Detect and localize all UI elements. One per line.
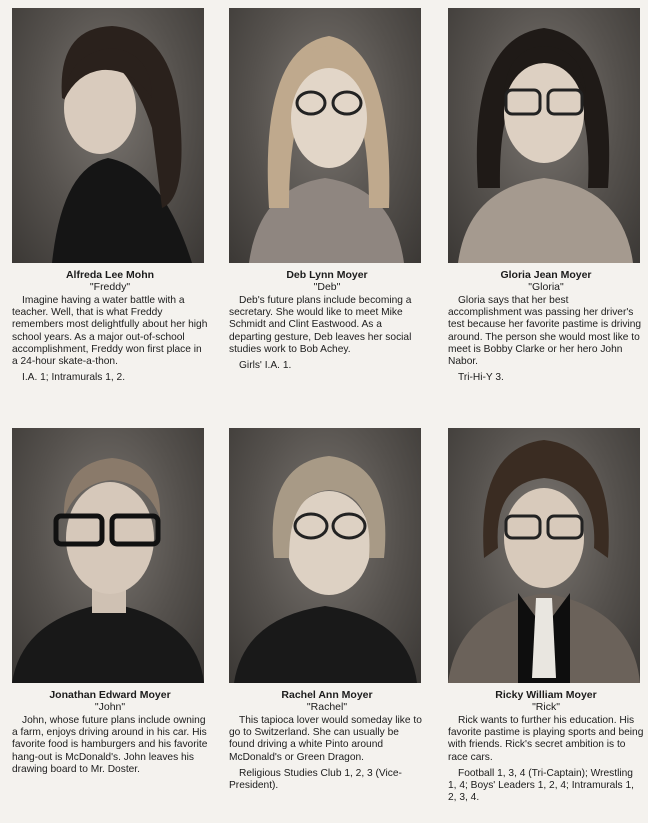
student-name: Jonathan Edward Moyer bbox=[49, 689, 171, 701]
portrait-photo bbox=[448, 428, 640, 683]
student-name: Ricky William Moyer bbox=[495, 689, 597, 701]
senior-entry bbox=[229, 8, 425, 372]
student-nickname: "Deb" bbox=[313, 281, 341, 293]
senior-entry bbox=[448, 8, 644, 384]
student-activities: Girls' I.A. 1. bbox=[239, 360, 292, 372]
student-name: Alfreda Lee Mohn bbox=[65, 269, 155, 281]
student-activities: I.A. 1; Intramurals 1, 2. bbox=[22, 372, 126, 384]
portrait-photo bbox=[12, 428, 204, 683]
student-activities: Football 1, 3, 4 (Tri-Captain); Wrestling 1, 4; Boys' Leaders 1, 2, 4; Intramurals 1, 2, 3, 4. bbox=[448, 767, 634, 804]
student-name: Deb Lynn Moyer bbox=[286, 269, 368, 281]
student-nickname: "Rachel" bbox=[306, 701, 348, 713]
student-bio: John, whose future plans include owning a farm, enjoys driving around in his car. His favorite food is hamburgers and his favorite hang-out is McDonald's. John leaves his drawing board to Mr. Doster. bbox=[12, 715, 208, 775]
student-activities: Religious Studies Club 1, 2, 3 (Vice-President). bbox=[229, 767, 402, 792]
portrait-photo bbox=[448, 8, 640, 263]
student-nickname: "Rick" bbox=[532, 701, 560, 713]
portrait-photo bbox=[12, 8, 204, 263]
senior-entry bbox=[229, 428, 425, 792]
student-bio: Imagine having a water battle with a teacher. Well, that is what Freddy remembers most delightfully about her high school years. As a major out-of-school accomplishment, Freddy won first place in a 24-hour skate-a-thon. bbox=[12, 295, 208, 368]
student-nickname: "John" bbox=[94, 701, 126, 713]
student-name: Rachel Ann Moyer bbox=[281, 689, 373, 701]
student-bio: Gloria says that her best accomplishment was passing her driver's test because her favorite pastime is driving around. The person she would most like to meet is Bobby Clarke or her hero John Nabor. bbox=[448, 295, 642, 368]
student-activities: Tri-Hi-Y 3. bbox=[458, 372, 504, 384]
student-bio: This tapioca lover would someday like to go to Switzerland. She can usually be found driving a white Pinto around McDonald's or Green Dragon. bbox=[229, 715, 422, 763]
student-bio: Rick wants to further his education. His favorite pastime is playing sports and being with friends. Rick's secret ambition is to race cars. bbox=[448, 715, 644, 763]
student-bio: Deb's future plans include becoming a secretary. She would like to meet Mike Schmidt and Clint Eastwood. As a departing gesture, Deb leaves her social studies work to Bob Achey. bbox=[229, 295, 412, 355]
student-nickname: "Freddy" bbox=[89, 281, 131, 293]
senior-entry bbox=[12, 8, 208, 384]
senior-entry bbox=[12, 428, 208, 776]
student-nickname: "Gloria" bbox=[528, 281, 564, 293]
portrait-photo bbox=[229, 428, 421, 683]
student-name: Gloria Jean Moyer bbox=[500, 269, 592, 281]
portrait-photo bbox=[229, 8, 421, 263]
senior-entry bbox=[448, 428, 644, 804]
